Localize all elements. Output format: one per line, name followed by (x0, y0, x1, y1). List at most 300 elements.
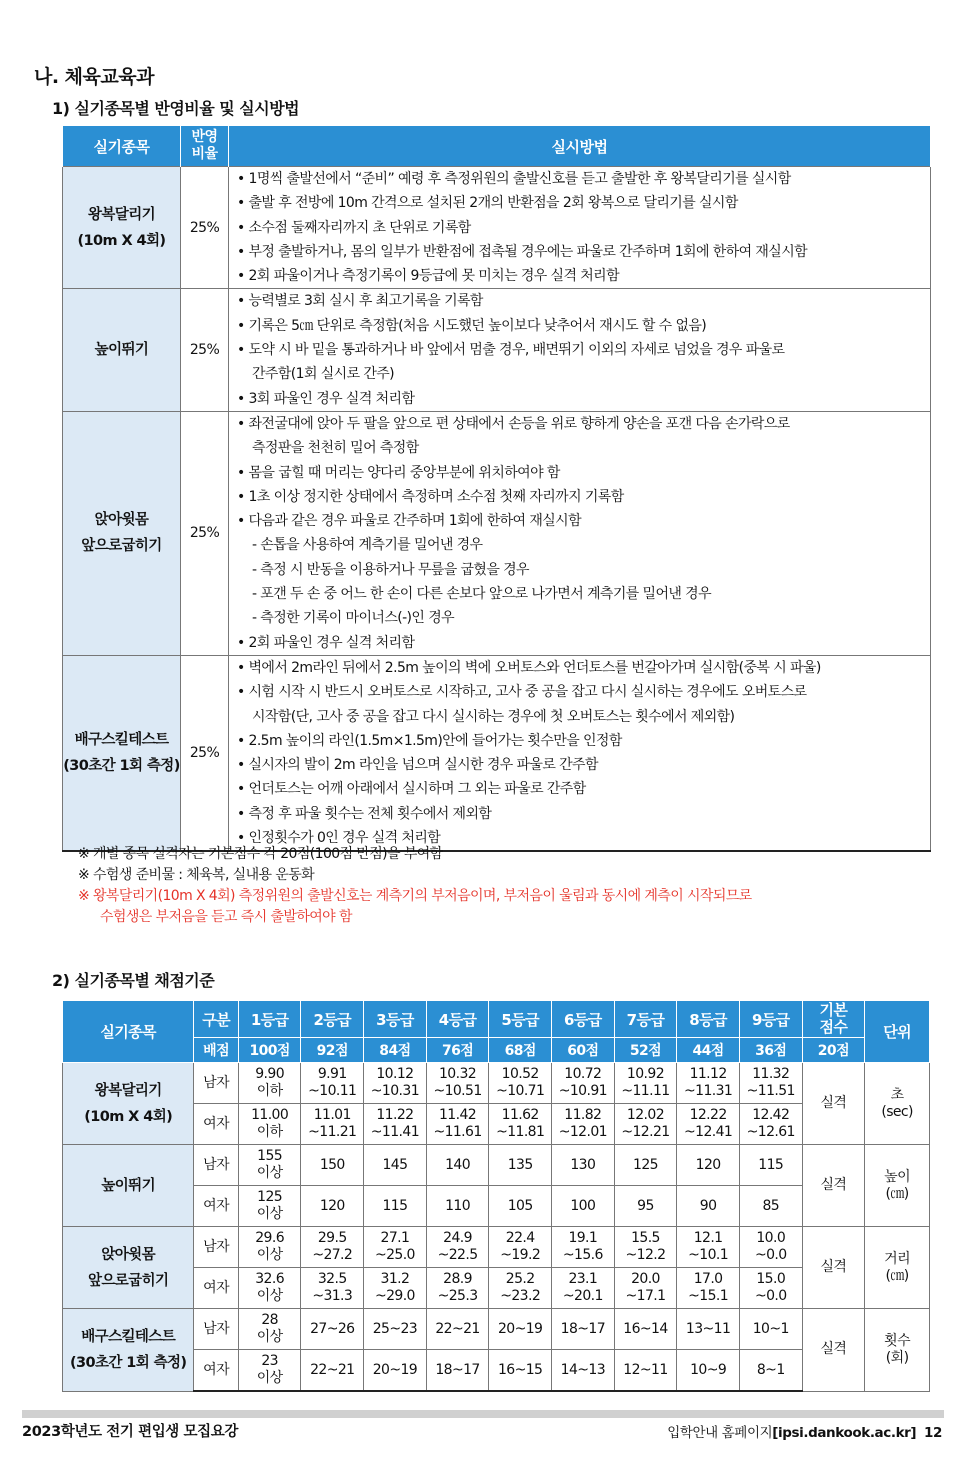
note-red: ※ 왕복달리기(10m X 4회) 측정위원의 출발신호는 계측기의 부저음이며, 부저음이 울림과 동시에 계측이 시작되므로 (78, 888, 752, 904)
event-name-cell (63, 1227, 194, 1309)
score-cell (301, 1227, 364, 1268)
score-cell (739, 1309, 802, 1350)
footer-info (667, 1421, 942, 1441)
score-range: ~27.2 (312, 1247, 353, 1263)
score-value: 29.6 (255, 1230, 285, 1246)
score-range: 이상 (256, 1206, 283, 1222)
score-range: ~22.5 (437, 1247, 478, 1263)
score-value: 130 (570, 1156, 596, 1173)
score-cell (677, 1104, 740, 1145)
score-range: ~0.0 (754, 1288, 787, 1304)
header-points: 44점 (677, 1038, 740, 1063)
score-range: ~11.41 (370, 1124, 420, 1140)
score-cell (552, 1309, 615, 1350)
score-range: ~20.1 (562, 1288, 603, 1304)
gender-cell: 남자 (194, 1063, 238, 1104)
gender-cell: 여자 (194, 1186, 238, 1227)
score-row (63, 1227, 930, 1268)
note-item: ※ 개별 종목 실격자는 기본점수 각 20점(100점 만점)을 부여함 (78, 846, 443, 862)
ratio-cell: 25% (181, 167, 229, 289)
footer-title: 2023학년도 전기 편입생 모집요강 (22, 1424, 238, 1440)
score-range: ~11.51 (746, 1083, 795, 1099)
method-line: • 1명씩 출발선에서 “준비” 예령 후 측정위원의 출발신호를 듣고 출발한 후 왕복달리기를 실시함 (237, 171, 791, 187)
method-row (63, 655, 931, 851)
score-cell (364, 1104, 427, 1145)
score-value: 17.0 (693, 1271, 723, 1287)
header-grade: 6등급 (552, 1001, 615, 1038)
score-range: ~15.1 (688, 1288, 729, 1304)
score-range: ~29.0 (374, 1288, 415, 1304)
grade-header-row (63, 1001, 930, 1038)
score-value: 85 (762, 1197, 780, 1214)
score-value: 9.90 (255, 1066, 285, 1082)
header-ratio: 반영 비율 (181, 126, 229, 167)
unit-symbol: (회) (885, 1349, 909, 1366)
score-range: ~12.2 (625, 1247, 666, 1263)
event-name-sub: (30초간 1회 측정) (69, 1354, 187, 1371)
method-line: • 실시자의 발이 2m 라인을 넘으며 실시한 경우 파울로 간주함 (237, 757, 598, 774)
score-value: 11.00 (251, 1107, 289, 1123)
score-value: 23 (261, 1353, 278, 1369)
method-line: • 좌전굴대에 앉아 두 팔을 앞으로 편 상태에서 손등을 위로 향하게 양손을 포갠 다음 손가락으로 (237, 415, 790, 432)
footer-site-label: 입학안내 홈페이지 (667, 1425, 773, 1441)
score-cell (238, 1227, 301, 1268)
score-value: 110 (445, 1197, 471, 1214)
score-cell (301, 1145, 364, 1186)
score-value: 16~14 (623, 1320, 668, 1337)
event-name-cell (63, 1063, 194, 1145)
score-cell (552, 1145, 615, 1186)
method-line: • 2.5m 높이의 라인(1.5m×1.5m)안에 들어가는 횟수만을 인정함 (237, 732, 622, 749)
score-cell (614, 1227, 677, 1268)
score-value: 125 (633, 1156, 658, 1173)
score-cell (614, 1104, 677, 1145)
event-name: 왕복달리기 (94, 1082, 162, 1099)
score-value: 150 (319, 1156, 345, 1173)
method-row (63, 289, 931, 411)
score-cell (739, 1350, 802, 1392)
ratio-cell: 25% (181, 289, 229, 411)
score-range: ~12.41 (684, 1124, 733, 1140)
disqualified-cell: 실격 (802, 1227, 865, 1309)
score-range: 이상 (256, 1370, 283, 1386)
score-cell (614, 1350, 677, 1392)
score-range: ~10.91 (558, 1083, 607, 1099)
method-row (63, 167, 931, 289)
score-value: 11.42 (439, 1107, 477, 1123)
score-row (63, 1063, 930, 1104)
score-value: 13~11 (685, 1320, 731, 1337)
method-cell (229, 167, 931, 289)
method-line: 측정판을 천천히 밀어 측정함 (252, 440, 419, 457)
event-name-cell (63, 289, 181, 411)
score-value: 10~9 (690, 1361, 727, 1378)
score-value: 145 (382, 1156, 408, 1173)
score-value: 18~17 (560, 1320, 606, 1337)
event-name: 배구스킬테스트 (81, 1328, 176, 1345)
event-name: 앉아윗몸 (101, 1246, 155, 1263)
score-cell (489, 1227, 552, 1268)
unit-symbol: (sec) (881, 1103, 913, 1120)
unit-cell (865, 1063, 930, 1145)
score-value: 15.0 (756, 1271, 786, 1287)
score-value: 135 (507, 1156, 533, 1173)
method-row (63, 411, 931, 655)
score-value: 115 (758, 1156, 784, 1173)
score-value: 10.72 (564, 1066, 602, 1082)
score-cell (739, 1268, 802, 1309)
method-line: • 언더토스는 어깨 아래에서 실시하며 그 외는 파울로 간주함 (237, 781, 586, 798)
score-range: ~0.0 (754, 1247, 787, 1263)
header-grade: 5등급 (489, 1001, 552, 1038)
score-value: 10.0 (756, 1230, 786, 1246)
score-cell (614, 1268, 677, 1309)
method-line: • 1초 이상 정지한 상태에서 측정하며 소수점 첫째 자리까지 기록함 (237, 488, 624, 505)
score-value: 11.12 (689, 1066, 727, 1082)
score-range: ~25.3 (437, 1288, 478, 1304)
event-name: 왕복달리기 (87, 206, 156, 223)
score-value: 115 (382, 1197, 408, 1214)
header-points: 36점 (739, 1038, 802, 1063)
score-value: 100 (570, 1197, 596, 1214)
score-value: 24.9 (443, 1230, 472, 1246)
score-cell (301, 1063, 364, 1104)
score-range: ~12.01 (558, 1124, 607, 1140)
score-cell (364, 1145, 427, 1186)
method-line: • 인정횟수가 0인 경우 실격 처리함 (237, 830, 441, 847)
score-value: 8~1 (756, 1361, 785, 1378)
score-cell (677, 1350, 740, 1392)
score-range: ~11.81 (496, 1124, 545, 1140)
score-cell (238, 1104, 301, 1145)
scoring-table (62, 1000, 930, 1392)
gender-cell: 여자 (194, 1104, 238, 1145)
header-points: 52점 (614, 1038, 677, 1063)
score-range: ~17.1 (625, 1288, 666, 1304)
score-cell (552, 1268, 615, 1309)
score-range: 이하 (256, 1124, 283, 1140)
method-line: • 벽에서 2m라인 뒤에서 2.5m 높이의 벽에 오버토스와 언더토스를 번갈아가며 실시함(중복 시 파울) (237, 659, 821, 676)
score-cell (739, 1104, 802, 1145)
score-range: 이상 (256, 1247, 283, 1263)
score-range: ~11.61 (433, 1124, 482, 1140)
score-cell (426, 1063, 489, 1104)
score-cell (489, 1268, 552, 1309)
score-range: 이상 (256, 1329, 283, 1345)
score-cell (426, 1309, 489, 1350)
unit-name: 횟수 (884, 1332, 911, 1349)
method-line: • 다음과 같은 경우 파울로 간주하며 1회에 한하여 재실시함 (237, 513, 582, 530)
score-cell (301, 1104, 364, 1145)
score-value: 31.2 (380, 1271, 410, 1287)
score-cell (552, 1186, 615, 1227)
method-line: - 측정한 기록이 마이너스(-)인 경우 (252, 610, 455, 627)
gender-cell: 여자 (194, 1268, 238, 1309)
method-line: • 몸을 굽힐 때 머리는 양다리 중앙부분에 위치하여야 함 (237, 464, 560, 481)
score-value: 23.1 (568, 1271, 598, 1287)
score-value: 11.62 (501, 1107, 539, 1123)
score-cell (426, 1227, 489, 1268)
score-value: 27~26 (310, 1320, 355, 1337)
score-value: 19.1 (568, 1230, 598, 1246)
score-value: 14~13 (560, 1361, 606, 1378)
score-cell (238, 1268, 301, 1309)
score-value: 10.32 (439, 1066, 477, 1082)
score-value: 155 (257, 1148, 283, 1164)
method-line: • 측정 후 파울 횟수는 전체 횟수에서 제외함 (237, 805, 492, 822)
score-cell (614, 1309, 677, 1350)
event-name: 높이뛰기 (101, 1177, 155, 1194)
score-cell (364, 1063, 427, 1104)
header-basic-points: 20점 (802, 1038, 865, 1063)
header-grade: 4등급 (426, 1001, 489, 1038)
unit-cell (865, 1145, 930, 1227)
event-name-cell (63, 1309, 194, 1392)
subsection-title-2: 2) 실기종목별 채점기준 (52, 971, 215, 990)
event-name-cell (63, 411, 181, 655)
score-range: ~25.0 (374, 1247, 415, 1263)
score-cell (426, 1268, 489, 1309)
header-grade: 8등급 (677, 1001, 740, 1038)
score-value: 125 (257, 1189, 283, 1205)
header-points: 84점 (364, 1038, 427, 1063)
score-value: 11.22 (376, 1107, 414, 1123)
unit-cell (865, 1227, 930, 1309)
score-value: 11.82 (564, 1107, 602, 1123)
score-cell (301, 1186, 364, 1227)
score-cell (426, 1145, 489, 1186)
event-name: 높이뛰기 (94, 342, 149, 359)
event-name-sub: (10m X 4회) (77, 232, 166, 249)
score-range: ~23.2 (500, 1288, 541, 1304)
score-cell (489, 1186, 552, 1227)
score-cell (677, 1186, 740, 1227)
score-value: 25~23 (372, 1320, 418, 1337)
score-value: 90 (699, 1197, 717, 1214)
score-value: 28 (261, 1312, 278, 1328)
header-baejeom: 배점 (194, 1038, 238, 1063)
event-name-cell (63, 167, 181, 289)
score-cell (238, 1309, 301, 1350)
score-cell (364, 1268, 427, 1309)
header-points: 60점 (552, 1038, 615, 1063)
score-value: 11.01 (313, 1107, 351, 1123)
footer-bar (22, 1410, 944, 1418)
header-gubun: 구분 (194, 1001, 238, 1038)
score-cell (426, 1350, 489, 1392)
score-range: ~19.2 (500, 1247, 541, 1263)
header-grade: 3등급 (364, 1001, 427, 1038)
method-line: - 포갠 두 손 중 어느 한 손이 다른 손보다 앞으로 나가면서 계측기를 밀어낸 경우 (252, 586, 711, 603)
method-cell (229, 411, 931, 655)
score-value: 12.42 (752, 1107, 790, 1123)
unit-cell (865, 1309, 930, 1392)
score-range: ~11.21 (308, 1124, 357, 1140)
score-cell (489, 1145, 552, 1186)
event-name-sub: 앞으로굽히기 (87, 1272, 169, 1289)
score-cell (677, 1145, 740, 1186)
score-cell (364, 1309, 427, 1350)
header-method: 실시방법 (229, 126, 931, 167)
note-item: ※ 수험생 준비물 : 체육복, 실내용 운동화 (78, 867, 315, 883)
score-value: 15.5 (631, 1230, 660, 1246)
method-line: • 시험 시작 시 반드시 오버토스로 시작하고, 고사 중 공을 잡고 다시 실시하는 경우에도 오버토스로 (237, 684, 807, 701)
score-value: 10.92 (626, 1066, 665, 1082)
score-range: 이상 (256, 1165, 283, 1181)
method-line: • 도약 시 바 밑을 통과하거나 바 앞에서 멈출 경우, 배면뛰기 이외의 자세로 넘었을 경우 파울로 (237, 342, 785, 359)
method-line: 시작함(단, 고사 중 공을 잡고 다시 실시하는 경우에 첫 오버토스는 횟수에서 제외함) (252, 708, 735, 725)
score-value: 25.2 (505, 1271, 535, 1287)
method-line: - 측정 시 반동을 이용하거나 무릎을 굽혔을 경우 (252, 561, 529, 578)
score-value: 140 (445, 1156, 471, 1173)
score-cell (614, 1063, 677, 1104)
score-range: 이상 (256, 1288, 283, 1304)
method-line: • 부정 출발하거나, 몸의 일부가 반환점에 접촉될 경우에는 파울로 간주하며 1회에 한하여 재실시함 (237, 243, 808, 260)
score-cell (614, 1186, 677, 1227)
score-range: ~31.3 (312, 1288, 353, 1304)
score-cell (301, 1268, 364, 1309)
score-cell (739, 1227, 802, 1268)
score-value: 18~17 (435, 1361, 480, 1378)
unit-name: 초 (890, 1086, 904, 1103)
header-points: 68점 (489, 1038, 552, 1063)
footer-link[interactable]: [ipsi.dankook.ac.kr] (772, 1425, 917, 1441)
score-range: ~10.71 (496, 1083, 545, 1099)
method-line: • 3회 파울인 경우 실격 처리함 (237, 390, 415, 407)
score-value: 22.4 (505, 1230, 535, 1246)
gender-cell: 남자 (194, 1309, 238, 1350)
method-line: • 출발 후 전방에 10m 간격으로 설치된 2개의 반환점을 2회 왕복으로 달리기를 실시함 (237, 195, 738, 212)
disqualified-cell: 실격 (802, 1063, 865, 1145)
score-cell (489, 1063, 552, 1104)
score-value: 32.6 (255, 1271, 285, 1287)
method-line: • 기록은 5㎝ 단위로 측정함(처음 시도했던 높이보다 낮추어서 재시도 할 수 없음) (237, 317, 707, 334)
score-cell (739, 1186, 802, 1227)
unit-name: 거리 (884, 1250, 911, 1267)
method-line: • 능력별로 3회 실시 후 최고기록을 기록함 (237, 293, 483, 310)
score-cell (426, 1186, 489, 1227)
score-row (63, 1145, 930, 1186)
header-points: 100점 (238, 1038, 301, 1063)
disqualified-cell: 실격 (802, 1145, 865, 1227)
unit-symbol: (㎝) (885, 1185, 909, 1202)
score-cell (552, 1104, 615, 1145)
header-basic-2: 점수 (819, 1018, 848, 1036)
event-name: 배구스킬테스트 (74, 732, 169, 749)
header-basic-1: 기본 (819, 1001, 848, 1019)
score-value: 16~15 (498, 1361, 543, 1378)
score-cell (677, 1227, 740, 1268)
score-range: ~10.1 (688, 1247, 729, 1263)
ratio-cell: 25% (181, 411, 229, 655)
header-points: 76점 (426, 1038, 489, 1063)
score-cell (552, 1350, 615, 1392)
header-event: 실기종목 (63, 1001, 194, 1063)
header-points: 92점 (301, 1038, 364, 1063)
ratio-cell: 25% (181, 655, 229, 851)
score-range: ~10.31 (370, 1083, 420, 1099)
score-value: 12.22 (689, 1107, 727, 1123)
method-line: 간주함(1회 실시로 간주) (252, 366, 395, 383)
score-cell (677, 1268, 740, 1309)
event-name: 앉아윗몸 (94, 512, 149, 529)
header-event: 실기종목 (63, 126, 181, 167)
disqualified-cell: 실격 (802, 1309, 865, 1392)
subsection-title-1: 1) 실기종목별 반영비율 및 실시방법 (52, 99, 300, 118)
header-grade: 2등급 (301, 1001, 364, 1038)
event-name-sub: (10m X 4회) (84, 1108, 173, 1125)
score-cell (301, 1350, 364, 1392)
score-cell (238, 1350, 301, 1392)
score-cell (739, 1063, 802, 1104)
score-value: 10.52 (501, 1066, 539, 1082)
score-value: 29.5 (317, 1230, 347, 1246)
score-value: 120 (319, 1197, 345, 1214)
method-line: • 2회 파울인 경우 실격 처리함 (237, 634, 415, 651)
unit-symbol: (㎝) (885, 1267, 909, 1284)
score-value: 11.32 (752, 1066, 790, 1082)
score-range: 이하 (256, 1083, 283, 1099)
header-grade: 9등급 (739, 1001, 802, 1038)
header-grade: 1등급 (238, 1001, 301, 1038)
score-value: 27.1 (380, 1230, 410, 1246)
score-value: 12.1 (693, 1230, 723, 1246)
score-value: 22~21 (435, 1320, 480, 1337)
method-table (62, 126, 931, 852)
score-cell (614, 1145, 677, 1186)
note-red-cont: 수험생은 부저음을 듣고 즉시 출발하여야 함 (100, 909, 352, 925)
score-range: ~11.11 (621, 1083, 670, 1099)
score-row (63, 1309, 930, 1350)
score-cell (677, 1309, 740, 1350)
event-name-sub: (30초간 1회 측정) (63, 758, 180, 775)
score-value: 32.5 (317, 1271, 347, 1287)
section-title: 나. 체육교육과 (34, 66, 154, 88)
header-basic (802, 1001, 865, 1038)
score-cell (426, 1104, 489, 1145)
score-value: 120 (695, 1156, 721, 1173)
score-value: 12.02 (626, 1107, 665, 1123)
score-range: ~10.51 (433, 1083, 482, 1099)
score-cell (238, 1063, 301, 1104)
score-range: ~15.6 (562, 1247, 603, 1263)
score-value: 12~11 (623, 1361, 668, 1378)
score-value: 20~19 (498, 1320, 543, 1337)
event-name-sub: 앞으로굽히기 (81, 538, 162, 555)
score-cell (489, 1309, 552, 1350)
unit-name: 높이 (884, 1168, 911, 1185)
gender-cell: 여자 (194, 1350, 238, 1392)
score-cell (739, 1145, 802, 1186)
score-value: 22~21 (310, 1361, 355, 1378)
score-cell (364, 1350, 427, 1392)
score-value: 10.12 (376, 1066, 414, 1082)
method-cell (229, 289, 931, 411)
score-cell (301, 1309, 364, 1350)
score-cell (677, 1063, 740, 1104)
score-cell (364, 1227, 427, 1268)
score-value: 9.91 (317, 1066, 347, 1082)
score-cell (552, 1227, 615, 1268)
score-cell (364, 1186, 427, 1227)
header-unit: 단위 (865, 1001, 930, 1063)
notes (78, 844, 752, 928)
score-cell (552, 1063, 615, 1104)
page-number: 12 (924, 1425, 942, 1441)
score-range: ~10.11 (308, 1083, 357, 1099)
score-value: 20~19 (372, 1361, 418, 1378)
score-value: 20.0 (631, 1271, 660, 1287)
